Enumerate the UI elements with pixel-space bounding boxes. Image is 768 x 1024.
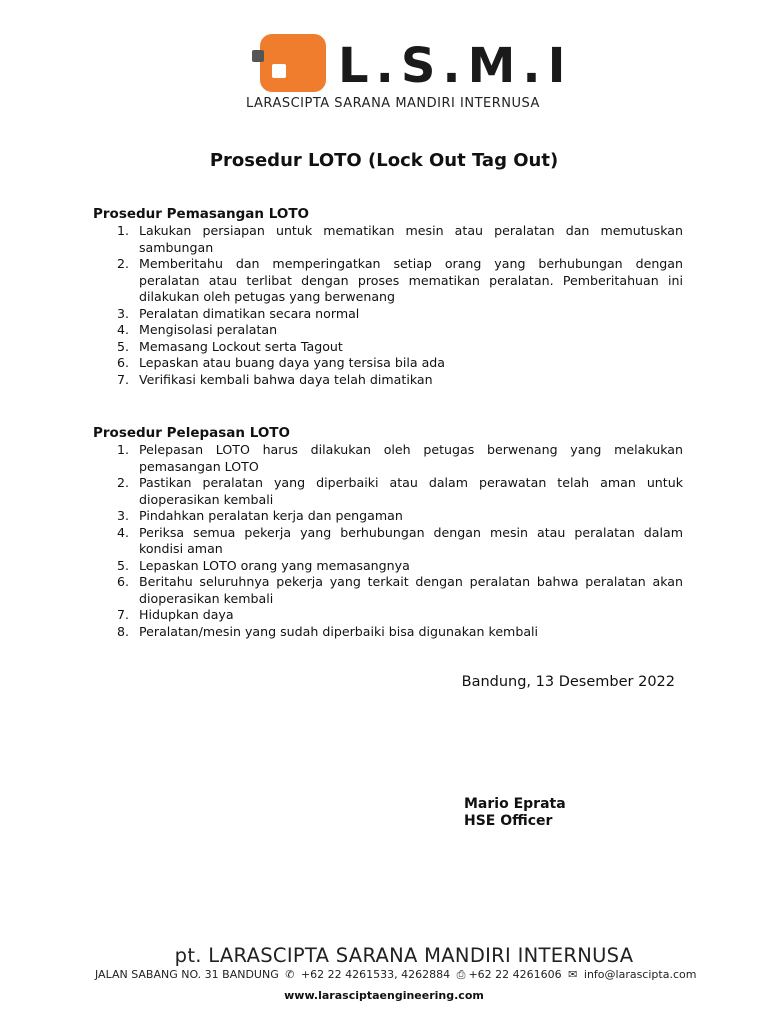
logo-subtitle: LARASCIPTA SARANA MANDIRI INTERNUSA (246, 96, 540, 111)
footer-contact (95, 968, 696, 982)
list-item-text: Periksa semua pekerja yang berhubungan dengan mesin atau peralatan dalam kondisi aman (139, 524, 683, 556)
list-item-number: 6. (116, 355, 129, 370)
list-item-number: 6. (116, 574, 129, 589)
logo-mark-icon (250, 34, 328, 94)
list-item-text: Memberitahu dan memperingatkan setiap orang yang berhubungan dengan peralatan atau terlibat dengan proses mematikan peralatan. Pemberitahuan ini dilakukan oleh petugas yang berwenang (139, 256, 683, 304)
list-item-number: 2. (116, 475, 129, 490)
footer-email[interactable]: info@larascipta.com (583, 968, 697, 981)
mail-icon: ✉ (568, 968, 578, 981)
signer-name: Mario Eprata (464, 796, 566, 812)
list-item (93, 442, 683, 475)
section-install (93, 206, 683, 388)
footer-company-name: pt. LARASCIPTA SARANA MANDIRI INTERNUSA (174, 944, 634, 967)
phone-icon: ✆ (285, 968, 295, 981)
list-item-text: Verifikasi kembali bahwa daya telah dimatikan (139, 371, 433, 387)
list-item-text: Memasang Lockout serta Tagout (139, 338, 343, 354)
list-item (93, 574, 683, 607)
list-item-text: Pelepasan LOTO harus dilakukan oleh petugas berwenang yang melakukan pemasangan LOTO (139, 442, 683, 474)
section-install-heading: Prosedur Pemasangan LOTO (93, 206, 309, 222)
list-item-text: Peralatan/mesin yang sudah diperbaiki bisa digunakan kembali (139, 623, 539, 639)
list-item-text: Pindahkan peralatan kerja dan pengaman (139, 508, 403, 523)
list-item (93, 607, 683, 624)
list-item-text: Peralatan dimatikan secara normal (139, 305, 360, 321)
list-item-number: 4. (116, 524, 129, 540)
footer-fax: +62 22 4261606 (468, 968, 562, 981)
list-item (93, 624, 683, 641)
section-release (93, 425, 683, 640)
list-item-text: Lakukan persiapan untuk mematikan mesin atau peralatan dan memutuskan sambungan (139, 223, 683, 255)
list-item-text: Beritahu seluruhnya pekerja yang terkait dengan peralatan bahwa peralatan akan dioperasikan kembali (139, 574, 683, 606)
list-item-number: 2. (116, 256, 129, 271)
list-item-text: Pastikan peralatan yang diperbaiki atau dalam perawatan telah aman untuk dioperasikan kembali (139, 475, 683, 507)
company-logo (246, 30, 573, 115)
section-release-heading: Prosedur Pelepasan LOTO (93, 425, 290, 441)
footer-address: JALAN SABANG NO. 31 BANDUNG (95, 968, 279, 981)
date-line: Bandung, 13 Desember 2022 (461, 674, 675, 690)
fax-icon: ⎙ (456, 968, 466, 981)
list-item-number: 3. (116, 508, 129, 523)
list-item (93, 475, 683, 508)
list-item (93, 355, 683, 372)
list-item (93, 256, 683, 306)
install-steps-list (93, 223, 683, 388)
list-item-text: Lepaskan atau buang daya yang tersisa bila ada (139, 355, 446, 370)
list-item-text: Mengisolasi peralatan (139, 322, 278, 337)
list-item (93, 322, 683, 339)
list-item (93, 223, 683, 256)
list-item-number: 1. (116, 442, 129, 457)
logo-wordmark: L.S.M.I (338, 38, 573, 94)
list-item (93, 508, 683, 525)
list-item-number: 4. (116, 322, 129, 337)
list-item-number: 5. (116, 557, 129, 573)
footer-phone: +62 22 4261533, 4262884 (300, 968, 451, 981)
list-item-text: Hidupkan daya (139, 607, 234, 622)
list-item (93, 372, 683, 389)
signer-position: HSE Officer (464, 813, 553, 829)
list-item-number: 7. (116, 607, 129, 622)
document-title: Prosedur LOTO (Lock Out Tag Out) (209, 150, 559, 171)
list-item-number: 7. (116, 371, 129, 387)
list-item-text: Lepaskan LOTO orang yang memasangnya (139, 557, 410, 573)
list-item-number: 5. (116, 338, 129, 354)
signature-block (464, 796, 566, 830)
list-item-number: 3. (116, 305, 129, 321)
list-item (93, 339, 683, 356)
list-item-number: 8. (116, 623, 129, 639)
list-item-number: 1. (116, 223, 129, 238)
release-steps-list (93, 442, 683, 640)
list-item (93, 558, 683, 575)
footer-website[interactable]: www.larasciptaengineering.com (284, 989, 484, 1002)
list-item (93, 525, 683, 558)
list-item (93, 306, 683, 323)
